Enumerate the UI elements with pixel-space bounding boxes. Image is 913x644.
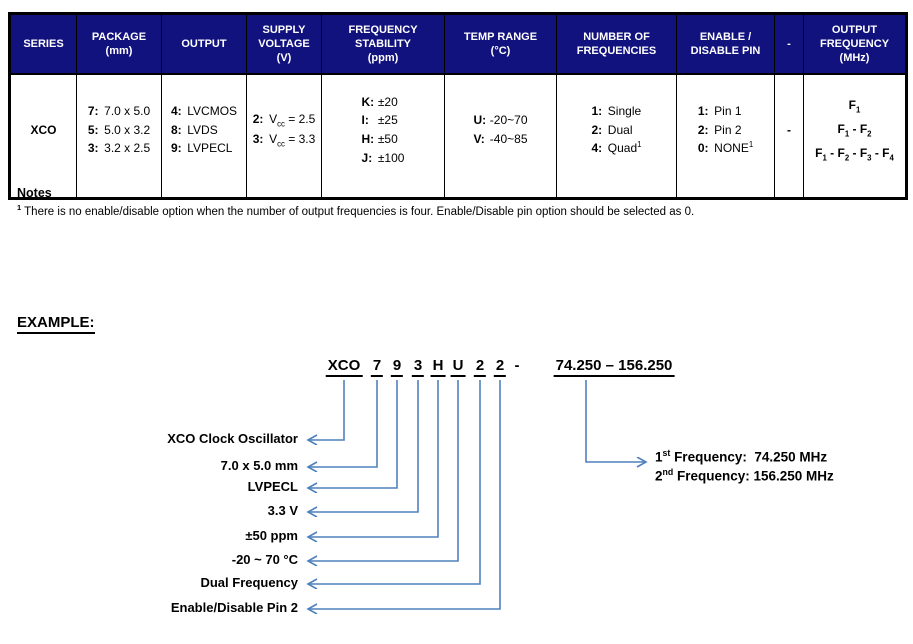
part-segment: 3 [412, 357, 424, 377]
column-header-supply_voltage: SUPPLY VOLTAGE (V) [247, 14, 322, 75]
frequency-line: 1st Frequency: 74.250 MHz [655, 448, 828, 465]
part-segment: - [514, 357, 520, 374]
notes-title: Notes [17, 186, 52, 200]
cell-dash: - [775, 74, 804, 199]
callout-label: 7.0 x 5.0 mm [220, 458, 298, 473]
cell-enable_disable_pin: 1: Pin 1 2: Pin 2 0: NONE$^1$ [677, 74, 775, 199]
column-header-enable_disable_pin: ENABLE / DISABLE PIN [677, 14, 775, 75]
column-header-series: SERIES [10, 14, 77, 75]
part-segment: 74.250 – 156.250 [554, 357, 675, 377]
note-marker: 1 [17, 203, 22, 212]
frequency-result [655, 446, 834, 484]
column-header-dash: - [775, 14, 804, 75]
column-header-output_frequency: OUTPUT FREQUENCY (MHz) [804, 14, 907, 75]
part-segment: 2 [474, 357, 486, 377]
callout-label: XCO Clock Oscillator [167, 431, 298, 446]
part-segment: 2 [494, 357, 506, 377]
column-header-output: OUTPUT [162, 14, 247, 75]
column-header-temp_range: TEMP RANGE (°C) [445, 14, 557, 75]
callout-label: ±50 ppm [245, 528, 298, 543]
callout-label: 3.3 V [267, 503, 298, 518]
callout-label: -20 ~ 70 °C [231, 552, 298, 567]
column-header-number_of_frequencies: NUMBER OF FREQUENCIES [557, 14, 677, 75]
callout-label: Dual Frequency [200, 575, 298, 590]
cell-package: 7: 7.0 x 5.0 5: 5.0 x 3.2 3: 3.2 x 2.5 [77, 74, 162, 199]
note-text [17, 200, 694, 220]
cell-temp_range: U: -20~70 V: -40~85 [445, 74, 557, 199]
cell-number_of_frequencies: 1: Single 2: Dual 4: Quad$^1$ [557, 74, 677, 199]
column-header-frequency_stability: FREQUENCY STABILITY (ppm) [322, 14, 445, 75]
notes-section [17, 186, 694, 220]
cell-output_frequency: $F_1$ $F_1 - F_2$ $F_1 - F_2 - F_3 - F_4$ [804, 74, 907, 199]
frequency-line: 2nd Frequency: 156.250 MHz [655, 467, 834, 484]
callout-label: Enable/Disable Pin 2 [170, 600, 298, 615]
cell-output: 4: LVCMOS 8: LVDS 9: LVPECL [162, 74, 247, 199]
note-body: There is no enable/disable option when the number of output frequencies is four. Enable/Disable pin option should be selected as 0. [24, 205, 695, 218]
cell-supply_voltage: 2: $V_{cc} = 2.5$ 3: $V_{cc} = 3.3$ [247, 74, 322, 199]
part-segment: 7 [371, 357, 383, 377]
column-header-package: PACKAGE (mm) [77, 14, 162, 75]
part-segment: 9 [391, 357, 403, 377]
cell-frequency_stability: K: ±20 I: ±25 H: ±50 J: ±100 [322, 74, 445, 199]
part-segment: U [451, 357, 466, 377]
example-heading: EXAMPLE: [17, 314, 95, 334]
cell-series: XCO [10, 74, 77, 199]
part-segment: XCO [326, 357, 363, 377]
part-number-coding-table [8, 12, 908, 200]
part-segment: H [431, 357, 446, 377]
callout-label: LVPECL [247, 479, 298, 494]
